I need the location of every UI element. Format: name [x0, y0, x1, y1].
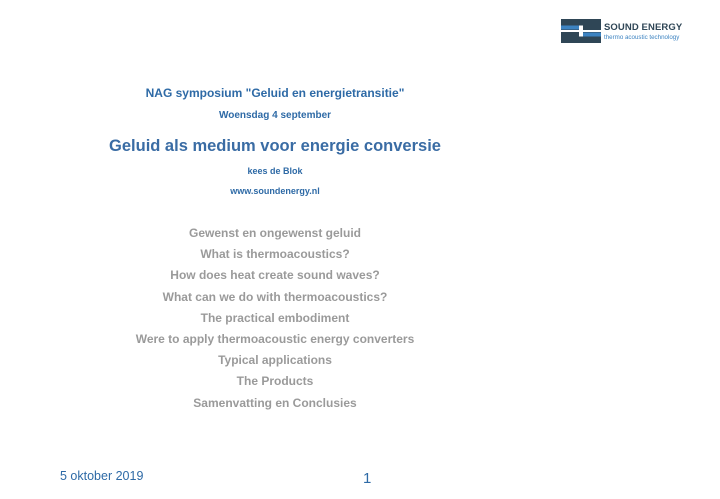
event-date: Woensdag 4 september: [218, 110, 332, 121]
event-title: NAG symposium "Geluid en energietransitie": [145, 86, 405, 100]
logo-tagline: thermo acoustic technology: [604, 34, 680, 41]
agenda-item: The practical embodiment: [200, 310, 350, 325]
author-name: kees de Blok: [247, 166, 303, 176]
logo-name: SOUND ENERGY: [604, 22, 683, 33]
agenda-item: How does heat create sound waves?: [170, 268, 380, 283]
agenda-item: What can we do with thermoacoustics?: [162, 289, 388, 304]
presentation-title: Geluid als medium voor energie conversie: [109, 137, 441, 155]
company-logo: [561, 19, 701, 43]
page-number: 1: [363, 470, 372, 487]
website-link[interactable]: www.soundenergy.nl: [230, 186, 320, 196]
agenda-item: The Products: [236, 374, 314, 389]
agenda-list: [0, 223, 550, 414]
agenda-item: Gewenst en ongewenst geluid: [188, 226, 362, 240]
agenda-item: Were to apply thermoacoustic energy converters: [135, 331, 415, 346]
agenda-item: Samenvatting en Conclusies: [193, 395, 357, 410]
sound-energy-logo-icon: [561, 19, 601, 43]
agenda-item: What is thermoacoustics?: [200, 247, 350, 262]
agenda-item: Typical applications: [218, 353, 332, 368]
footer-date: 5 oktober 2019: [60, 469, 144, 483]
